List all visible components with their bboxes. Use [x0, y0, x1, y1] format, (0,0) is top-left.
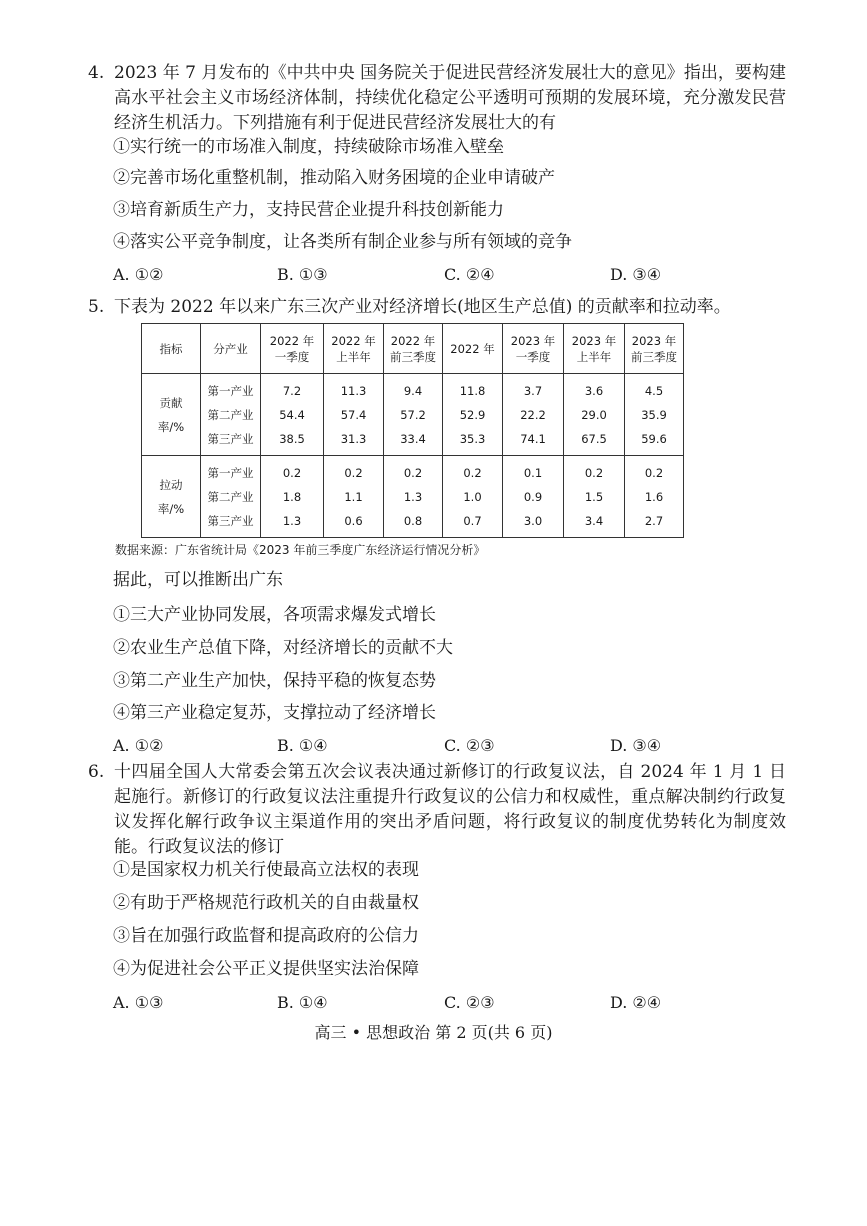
header-cell: 2022 年: [443, 324, 503, 374]
answer-option-c[interactable]: C. ②③: [444, 993, 495, 1012]
answer-option-a[interactable]: A. ①③: [113, 993, 164, 1012]
indicator-cell: 贡献 率/%: [142, 374, 201, 456]
value-cell: 9.4 57.2 33.4: [384, 374, 443, 456]
indicator-cell: 拉动 率/%: [142, 456, 201, 538]
value-cell: 0.2 1.8 1.3: [261, 456, 324, 538]
header-cell: 2022 年 前三季度: [384, 324, 443, 374]
answer-option-b[interactable]: B. ①③: [277, 265, 328, 284]
statement-1: ①是国家权力机关行使最高立法权的表现: [113, 860, 419, 880]
header-cell: 2022 年 一季度: [261, 324, 324, 374]
answer-option-c[interactable]: C. ②④: [444, 265, 495, 284]
header-cell: 2023 年 前三季度: [625, 324, 684, 374]
answer-option-d[interactable]: D. ③④: [610, 736, 662, 755]
value-cell: 0.2 1.1 0.6: [324, 456, 384, 538]
answer-option-b[interactable]: B. ①④: [277, 993, 328, 1012]
statistics-table: [141, 323, 684, 538]
question-stem: 十四届全国人大常委会第五次会议表决通过新修订的行政复议法，自 2024 年 1 月 1 日起施行。新修订的行政复议法注重提升行政复议的公信力和权威性，重点解决制约行政复议发挥化解行政争议主渠道作用的突出矛盾问题，将行政复议的制度优势转化为制度效能。行政复议法的修订: [114, 762, 786, 857]
statement-2: ②有助于严格规范行政机关的自由裁量权: [113, 893, 419, 913]
value-cell: 0.2 1.6 2.7: [625, 456, 684, 538]
question-number: 4.: [88, 63, 105, 83]
header-cell: 2023 年 一季度: [503, 324, 564, 374]
statement-3: ③第二产业生产加快，保持平稳的恢复态势: [113, 671, 436, 691]
question-stem: 下表为 2022 年以来广东三次产业对经济增长(地区生产总值) 的贡献率和拉动率。: [114, 297, 731, 317]
value-cell: 11.8 52.9 35.3: [443, 374, 503, 456]
data-source-note: 数据来源：广东省统计局《2023 年前三季度广东经济运行情况分析》: [115, 543, 486, 557]
statement-3: ③培育新质生产力，支持民营企业提升科技创新能力: [113, 200, 504, 220]
value-cell: 3.7 22.2 74.1: [503, 374, 564, 456]
statement-2: ②完善市场化重整机制，推动陷入财务困境的企业申请破产: [113, 168, 555, 188]
value-cell: 0.2 1.5 3.4: [564, 456, 625, 538]
answer-option-a[interactable]: A. ①②: [113, 736, 164, 755]
question-stem: 2023 年 7 月发布的《中共中央 国务院关于促进民营经济发展壮大的意见》指出，要构建高水平社会主义市场经济体制，持续优化稳定公平透明可预期的发展环境，充分激发民营经济生机活力。下列措施有利于促进民营经济发展壮大的有: [114, 63, 786, 133]
table-row-pull: [142, 456, 684, 538]
question-number: 5.: [88, 297, 105, 317]
answer-option-b[interactable]: B. ①④: [277, 736, 328, 755]
statement-4: ④第三产业稳定复苏，支撑拉动了经济增长: [113, 703, 436, 723]
value-cell: 4.5 35.9 59.6: [625, 374, 684, 456]
header-cell: 2022 年 上半年: [324, 324, 384, 374]
answer-option-d[interactable]: D. ②④: [610, 993, 662, 1012]
statement-4: ④落实公平竞争制度，让各类所有制企业参与所有领域的竞争: [113, 232, 572, 252]
answer-option-d[interactable]: D. ③④: [610, 265, 662, 284]
header-cell: 2023 年 上半年: [564, 324, 625, 374]
sector-cell: 第一产业 第二产业 第三产业: [201, 374, 261, 456]
page-footer: 高三 • 思想政治 第 2 页(共 6 页): [314, 1023, 553, 1042]
value-cell: 11.3 57.4 31.3: [324, 374, 384, 456]
answer-option-c[interactable]: C. ②③: [444, 736, 495, 755]
statement-4: ④为促进社会公平正义提供坚实法治保障: [113, 959, 419, 979]
statement-1: ①实行统一的市场准入制度，持续破除市场准入壁垒: [113, 137, 504, 157]
question-lead: 据此，可以推断出广东: [113, 570, 283, 590]
table-header-row: [142, 324, 684, 374]
sector-cell: 第一产业 第二产业 第三产业: [201, 456, 261, 538]
value-cell: 0.1 0.9 3.0: [503, 456, 564, 538]
table-row-contribution: [142, 374, 684, 456]
value-cell: 0.2 1.0 0.7: [443, 456, 503, 538]
header-cell: 分产业: [201, 324, 261, 374]
question-number: 6.: [88, 762, 105, 782]
statement-1: ①三大产业协同发展，各项需求爆发式增长: [113, 605, 436, 625]
value-cell: 3.6 29.0 67.5: [564, 374, 625, 456]
statement-2: ②农业生产总值下降，对经济增长的贡献不大: [113, 638, 453, 658]
statement-3: ③旨在加强行政监督和提高政府的公信力: [113, 926, 419, 946]
value-cell: 0.2 1.3 0.8: [384, 456, 443, 538]
value-cell: 7.2 54.4 38.5: [261, 374, 324, 456]
answer-option-a[interactable]: A. ①②: [113, 265, 164, 284]
header-cell: 指标: [142, 324, 201, 374]
